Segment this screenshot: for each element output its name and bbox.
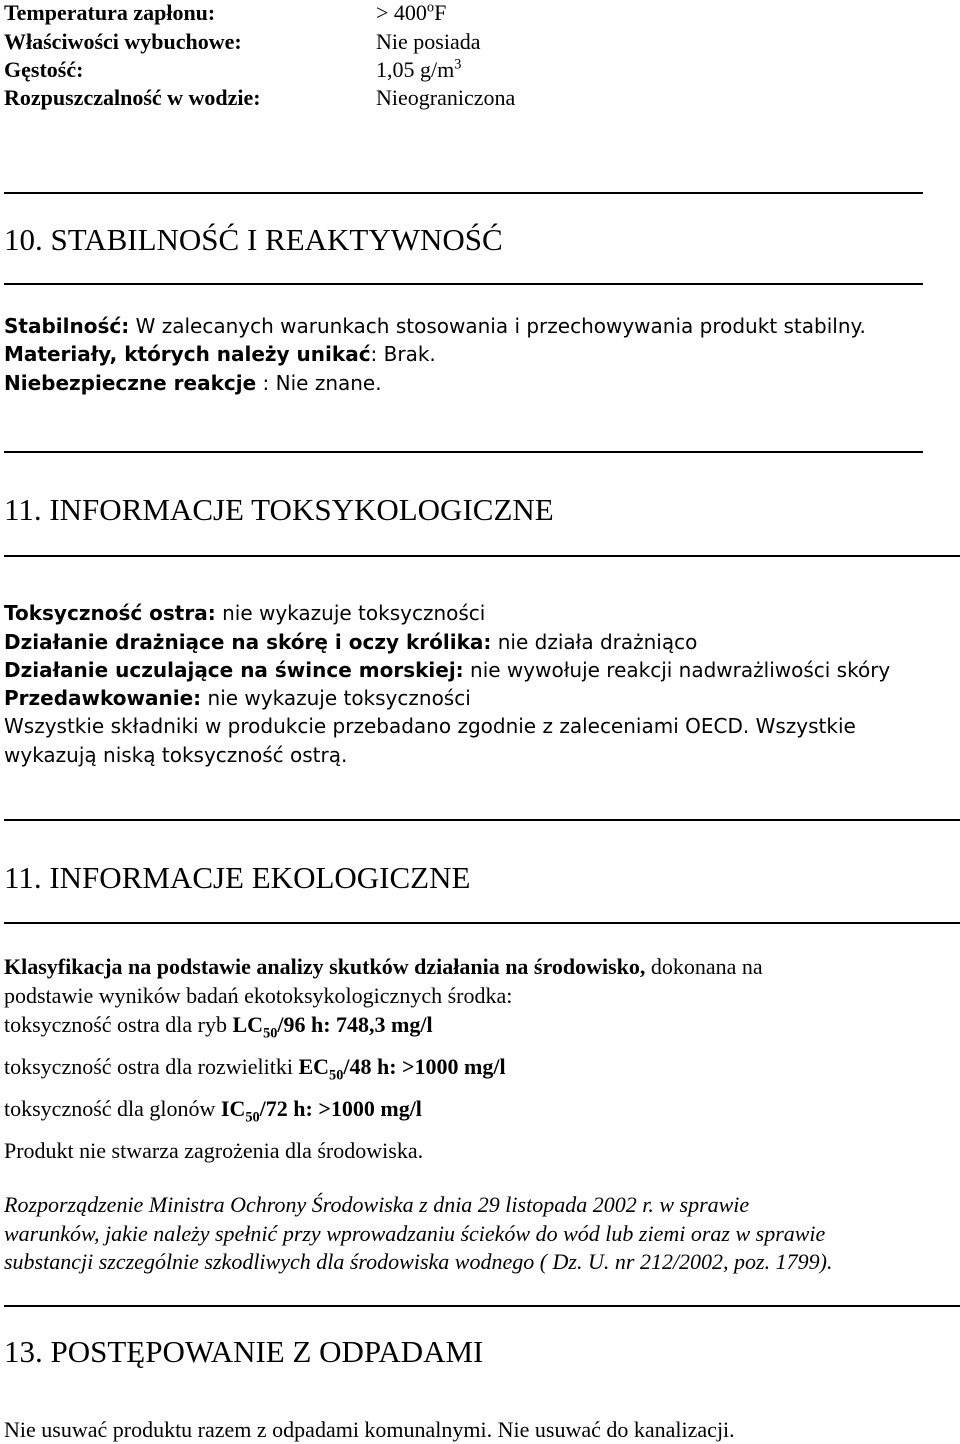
section-13-title: 13. POSTĘPOWANIE Z ODPADAMI [4,1334,484,1369]
hazard-line [4,371,382,395]
sensitizing-line [4,658,890,682]
avoid-line [4,342,436,366]
daphnia-toxicity-line [4,1054,506,1084]
oecd-note-line-1: Wszystkie składniki w produkcie przebadano zgodnie z zaleceniami OECD. Wszystkie [4,714,856,738]
solubility-row [4,85,516,111]
sensitizing-label: Działanie uczulające na śwince morskiej: [4,658,464,682]
solubility-label: Rozpuszczalność w wodzie: [4,85,261,110]
no-threat-line: Produkt nie stwarza zagrożenia dla środowiska. [4,1138,424,1163]
waste-disposal-text: Nie usuwać produktu razem z odpadami komunalnymi. Nie usuwać do kanalizacji. [4,1417,735,1442]
acute-label: Toksyczność ostra: [4,601,216,625]
avoid-label: Materiały, których należy unikać [4,342,371,366]
flash-point-label: Temperatura zapłonu: [4,0,216,25]
stability-text: W zalecanych warunkach stosowania i przechowywania produkt stabilny. [129,314,866,338]
classification-line-2: podstawie wyników badań ekotoksykologicznych środka: [4,983,513,1008]
divider [4,819,960,821]
regulation-line-1: Rozporządzenie Ministra Ochrony Środowiska z dnia 29 listopada 2002 r. w sprawie [4,1192,750,1217]
irritant-line [4,630,697,654]
divider [4,922,960,924]
divider [4,192,923,194]
daphnia-toxicity-text: toksyczność ostra dla rozwielitki [4,1054,299,1079]
divider [4,555,960,557]
acute-line [4,601,485,625]
fish-lc-value: $LC_{50}/96$ h: 748,3 mg/l [232,1012,433,1042]
fish-toxicity-text: toksyczność ostra dla ryb [4,1012,233,1037]
acute-text: nie wykazuje toksyczności [215,601,486,625]
oecd-note-line-2: wykazują niską toksyczność ostrą. [4,743,348,767]
explosive-label: Właściwości wybuchowe: [4,29,242,54]
section-11-eco-title: 11. INFORMACJE EKOLOGICZNE [4,860,471,895]
density-row [4,56,462,83]
regulation-line-2: warunków, jakie należy spełnić przy wprowadzaniu ścieków do wód lub ziemi oraz w sprawie [4,1221,826,1246]
sensitizing-text: nie wywołuje reakcji nadwrażliwości skóry [463,658,891,682]
algae-ic-value: $IC_{50}/72$ h: >1000 mg/l [220,1096,422,1126]
classification-text: dokonana na [645,954,763,979]
stability-label: Stabilność: [4,314,130,338]
explosive-row [4,29,481,55]
stability-line [4,314,866,338]
divider [4,1305,960,1307]
overdose-line [4,686,471,710]
divider [4,451,923,453]
classification-line-1 [4,954,763,980]
overdose-text: nie wykazuje toksyczności [201,686,471,710]
regulation-line-3: substancji szczególnie szkodliwych dla środowiska wodnego ( Dz. U. nr 212/2002, poz. 1799). [4,1249,833,1274]
density-value: 1,05 $g/m^3$ [376,56,462,82]
classification-label: Klasyfikacja na podstawie analizy skutków działania na środowisko, [4,954,646,979]
explosive-value: Nie posiada [376,29,481,54]
section-11-tox-title: 11. INFORMACJE TOKSYKOLOGICZNE [4,492,554,527]
fish-toxicity-line [4,1012,433,1042]
algae-toxicity-text: toksyczność dla glonów [4,1096,221,1121]
flash-point-row [4,0,447,26]
algae-toxicity-line [4,1096,422,1126]
solubility-value: Nieograniczona [376,85,516,110]
divider [4,283,923,285]
daphnia-ec-value: $EC_{50}/48$ h: >1000 mg/l [298,1054,506,1084]
flash-point-value: > $400^oF$ [376,0,447,25]
section-10-title: 10. STABILNOŚĆ I REAKTYWNOŚĆ [4,222,503,257]
avoid-text: : Brak. [370,342,436,366]
irritant-text: nie działa drażniąco [491,630,698,654]
irritant-label: Działanie drażniące na skórę i oczy królika: [4,630,492,654]
density-label: Gęstość: [4,57,84,82]
hazard-text: : Nie znane. [256,371,382,395]
hazard-label: Niebezpieczne reakcje [4,371,257,395]
overdose-label: Przedawkowanie: [4,686,202,710]
